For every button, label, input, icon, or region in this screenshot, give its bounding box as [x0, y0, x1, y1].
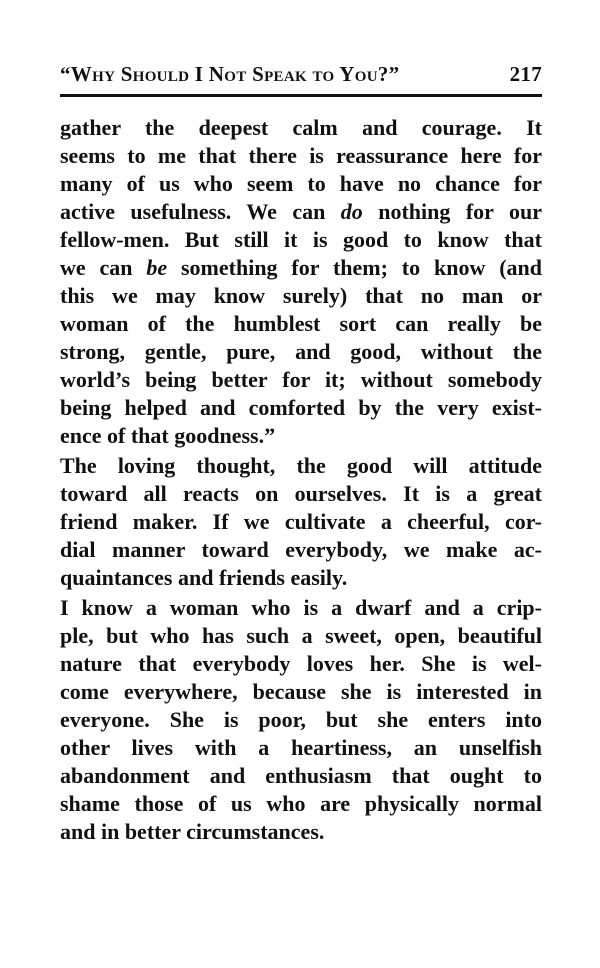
text-line: seems to me that there is reassurance here for: [60, 143, 542, 168]
text-line: ence of that goodness.”: [60, 423, 276, 448]
running-title: “Why Should I Not Speak to You?”: [60, 62, 400, 86]
paragraph: [60, 114, 542, 450]
text-line: ple, but who has such a sweet, open, beautiful: [60, 623, 542, 648]
italic-word: be: [146, 255, 168, 280]
text-line: fellow-men. But still it is good to know that: [60, 227, 542, 252]
text-line: I know a woman who is a dwarf and a crip-: [60, 595, 542, 620]
text-line: abandonment and enthusiasm that ought to: [60, 763, 542, 788]
text-line: [60, 254, 542, 282]
text-line: toward all reacts on ourselves. It is a great: [60, 481, 542, 506]
text-run: nothing for our: [362, 199, 542, 224]
text-line: nature that everybody loves her. She is wel-: [60, 651, 542, 676]
text-line: dial manner toward everybody, we make ac-: [60, 537, 542, 562]
text-line: strong, gentle, pure, and good, without the: [60, 339, 542, 364]
text-line: quaintances and friends easily.: [60, 565, 348, 590]
running-header: [60, 62, 542, 90]
text-run: something for them; to know (and: [167, 255, 542, 280]
text-line: woman of the humblest sort can really be: [60, 311, 542, 336]
text-run: we can: [60, 255, 147, 280]
text-line: world’s being better for it; without somebody: [60, 367, 542, 392]
text-line: everyone. She is poor, but she enters into: [60, 707, 542, 732]
text-line: gather the deepest calm and courage. It: [60, 115, 542, 140]
body-text: [60, 114, 542, 846]
paragraph: [60, 452, 542, 592]
header-rule: [60, 94, 542, 97]
text-line: and in better circumstances.: [60, 819, 325, 844]
page-number: 217: [509, 62, 542, 86]
text-line: other lives with a heartiness, an unselfish: [60, 735, 542, 760]
text-line: [60, 198, 542, 226]
text-line: come everywhere, because she is interested in: [60, 679, 542, 704]
text-line: The loving thought, the good will attitude: [60, 453, 542, 478]
paragraph: [60, 594, 542, 846]
text-line: shame those of us who are physically normal: [60, 791, 542, 816]
text-line: being helped and comforted by the very exist-: [60, 395, 542, 420]
italic-word: do: [340, 199, 363, 224]
text-line: this we may know surely) that no man or: [60, 283, 542, 308]
text-line: many of us who seem to have no chance for: [60, 171, 542, 196]
text-run: active usefulness. We can: [60, 199, 341, 224]
text-line: friend maker. If we cultivate a cheerful, cor-: [60, 509, 542, 534]
